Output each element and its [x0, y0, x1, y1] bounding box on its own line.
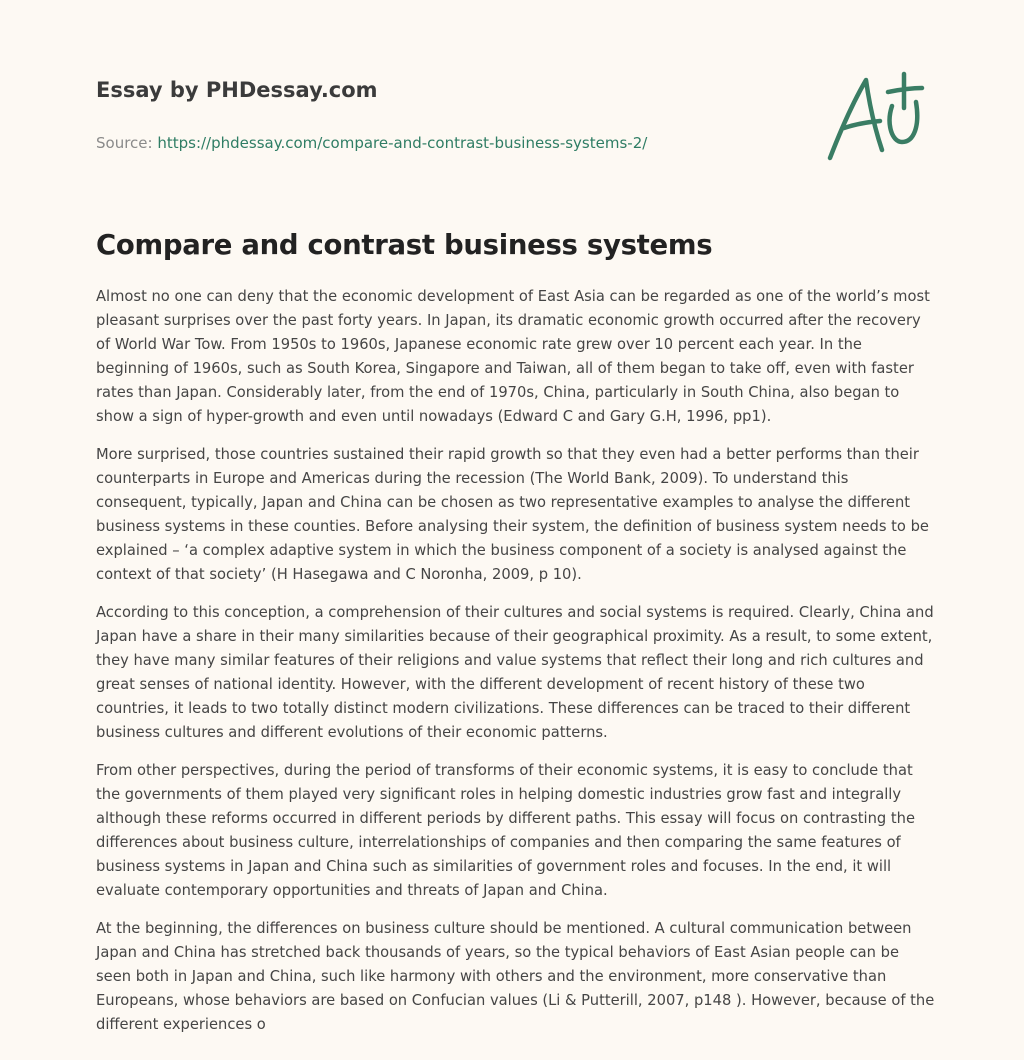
essay-paragraph: More surprised, those countries sustained their rapid growth so that they even had a better performs than their counterparts in Europe and Americas during the recession (The World Bank, 2009). To understand this consequent, typically, Japan and China can be chosen as two representative examples to analyse the different business systems in these counties. Before analysing their system, the definition of business system needs to be explained – ‘a complex adaptive system in which the business component of a society is analysed against the context of that society’ (H Hasegawa and C Noronha, 2009, p 10).	[96, 446, 929, 583]
essay-paragraph: Almost no one can deny that the economic development of East Asia can be regarded as one of the world’s most pleasant surprises over the past forty years. In Japan, its dramatic economic growth occurred after the recovery of World War Tow. From 1950s to 1960s, Japanese economic rate grew over 10 percent each year. In the beginning of 1960s, such as South Korea, Singapore and Taiwan, all of them began to take off, even with faster rates than Japan. Considerably later, from the end of 1970s, China, particularly in South China, also began to show a sign of hyper-growth and even until nowadays (Edward C and Gary G.H, 1996, pp1).	[96, 288, 930, 425]
essay-paragraph: From other perspectives, during the period of transforms of their economic systems, it is easy to conclude that the governments of them played very significant roles in helping domestic industries grow fast and integrally although these reforms occurred in different periods by different paths. This essay will focus on contrasting the differences about business culture, interrelationships of companies and then comparing the same features of business systems in Japan and China such as similarities of government roles and focuses. In the end, it will evaluate contemporary opportunities and threats of Japan and China.	[96, 762, 916, 899]
essay-paragraph: According to this conception, a comprehension of their cultures and social systems is required. Clearly, China and Japan have a share in their many similarities because of their geographical proximity. As a result, to some extent, they have many similar features of their religions and value systems that reflect their long and rich cultures and great senses of national identity. However, with the different development of recent history of these two countries, it leads to two totally distinct modern civilizations. These differences can be traced to their different business cultures and different evolutions of their economic patterns.	[96, 604, 934, 741]
source-link[interactable]: https://phdessay.com/compare-and-contrast-business-systems-2/	[157, 134, 648, 152]
essay-body	[96, 285, 938, 1051]
source-line	[96, 133, 796, 153]
source-label: Source:	[96, 134, 158, 152]
essay-paragraph: At the beginning, the differences on business culture should be mentioned. A cultural communication between Japan and China has stretched back thousands of years, so the typical behaviors of East Asian people can be seen both in Japan and China, such like harmony with others and the environment, more conservative than Europeans, whose behaviors are based on Confucian values (Li & Putterill, 2007, p148 ). However, because of the different experiences o	[96, 920, 935, 1033]
a-plus-logo-icon	[822, 66, 930, 166]
essay-header	[96, 76, 796, 153]
site-brand: Essay by PHDessay.com	[96, 78, 378, 102]
essay-title: Compare and contrast business systems	[96, 229, 713, 261]
